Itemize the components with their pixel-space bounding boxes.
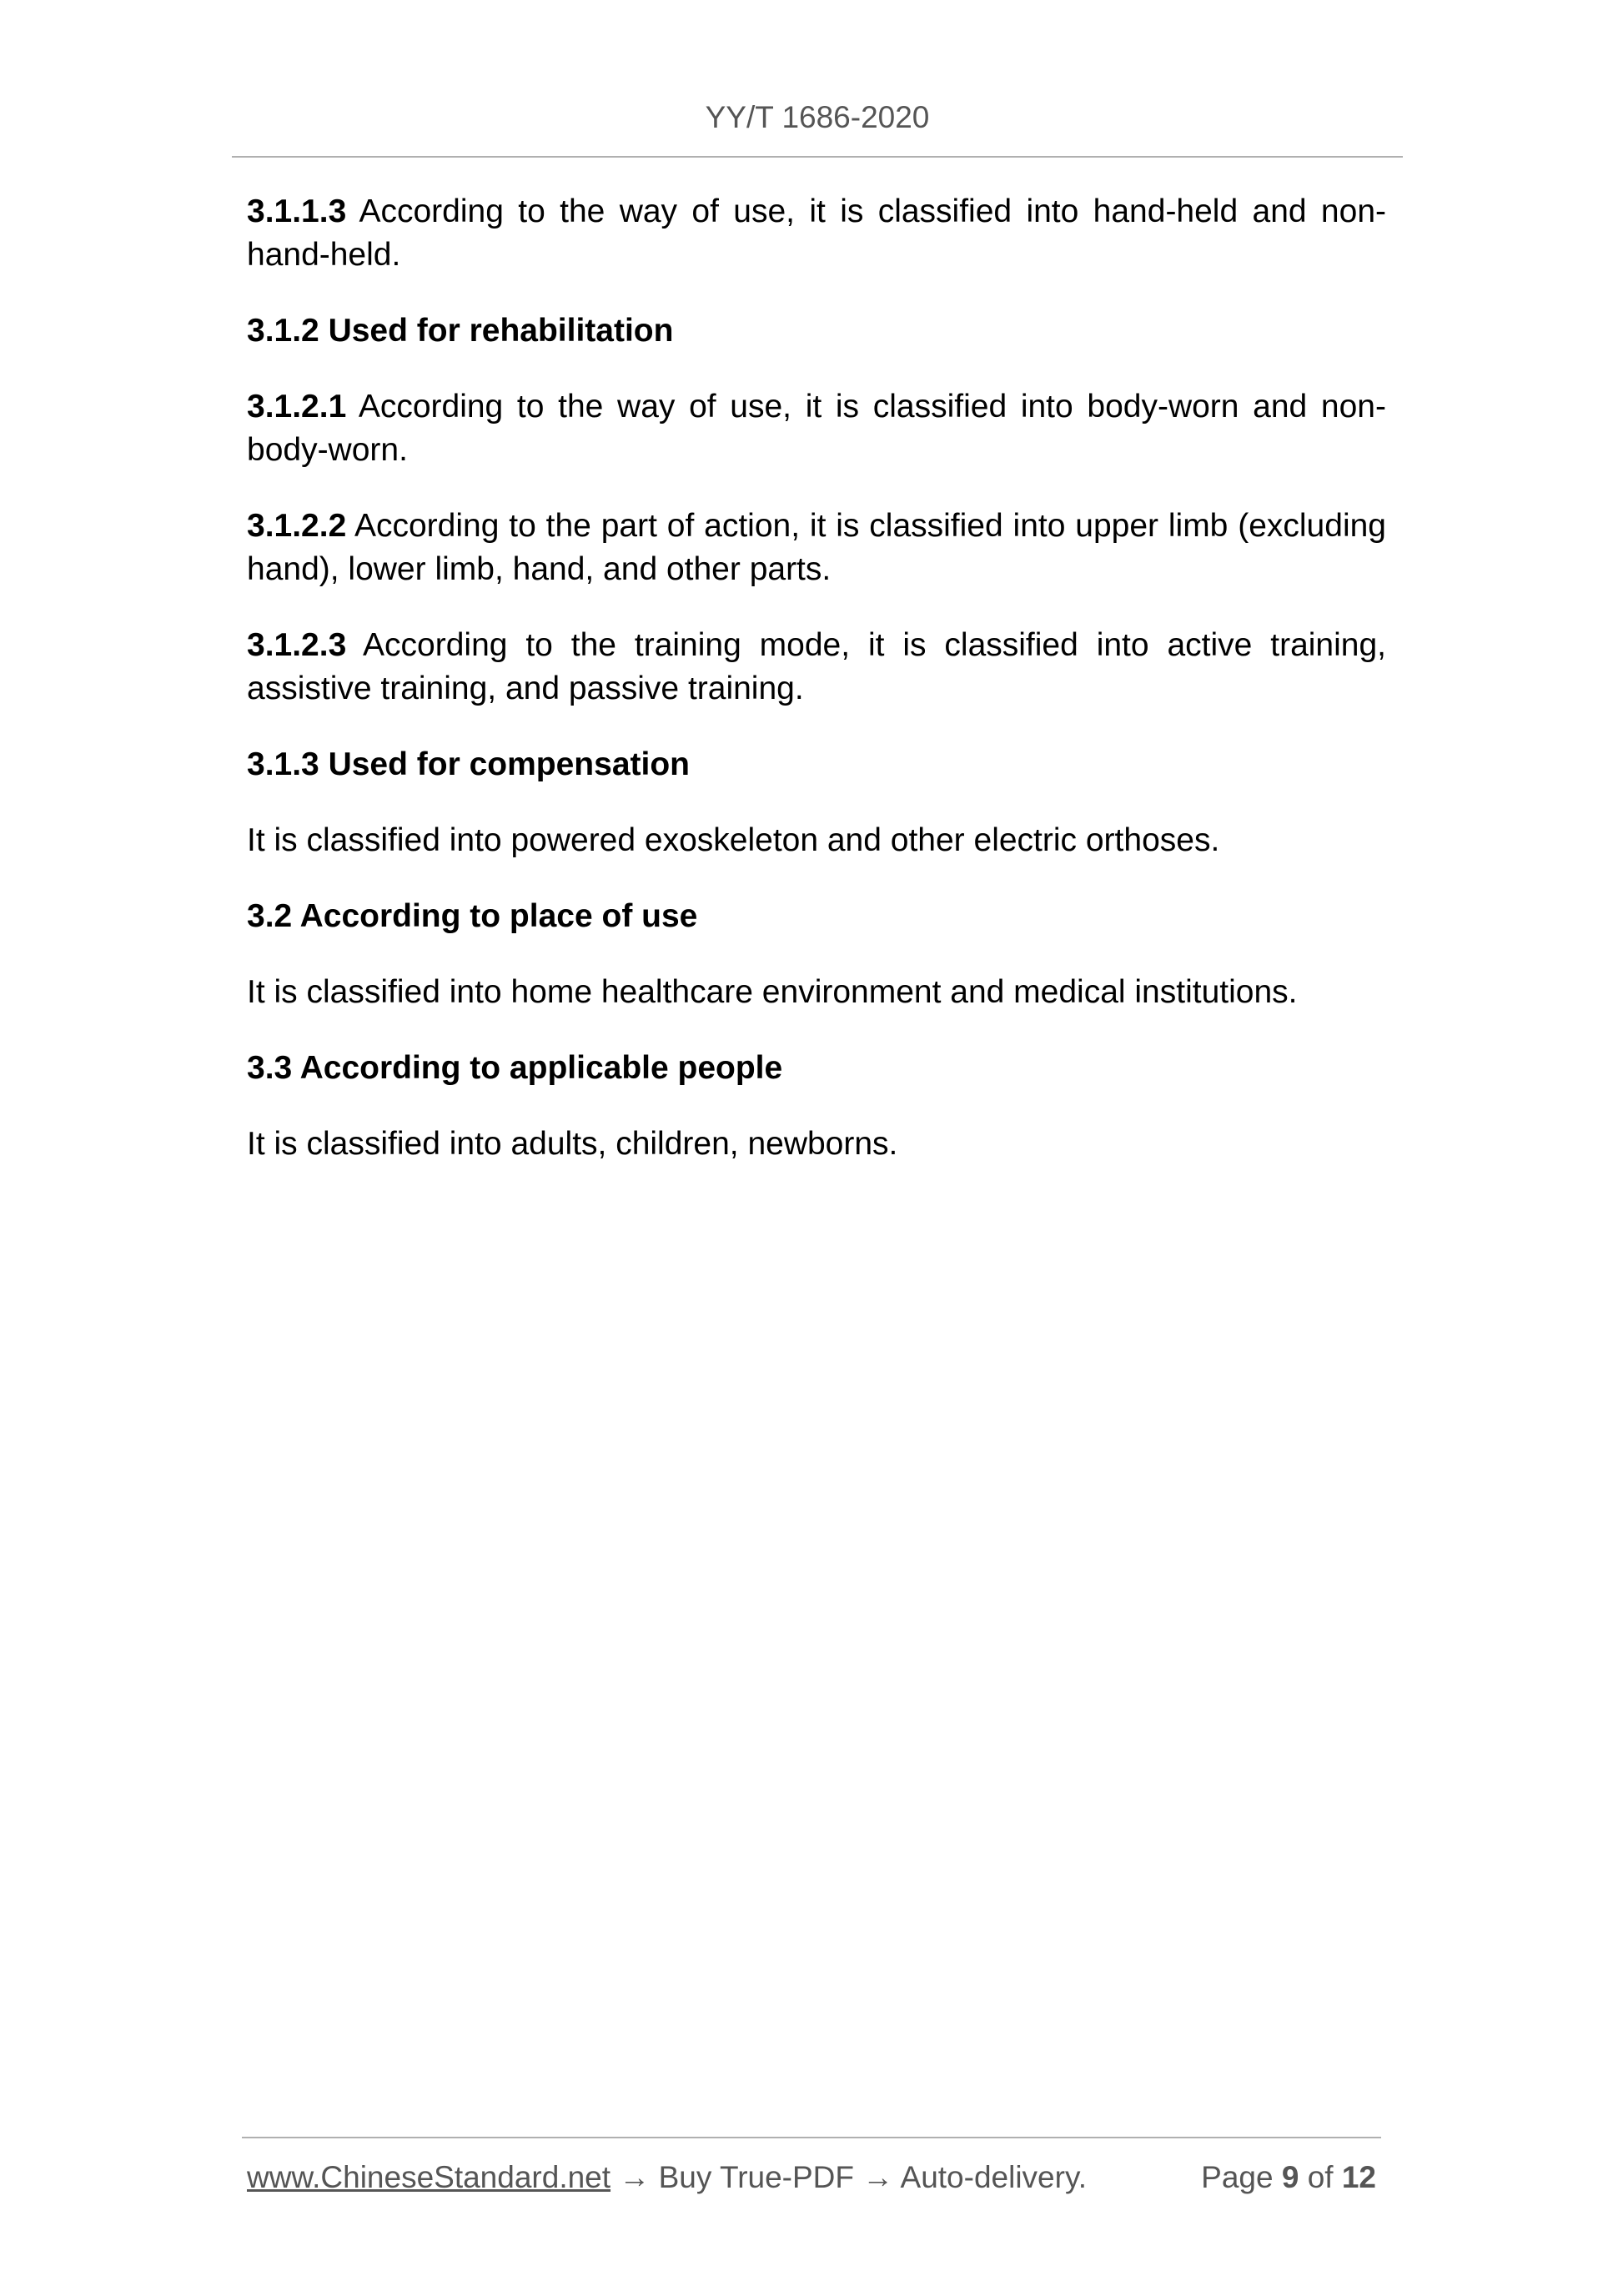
clause-3-1-2-1: [247, 385, 1386, 472]
clause-3-1-2-2: [247, 505, 1386, 591]
document-header: YY/T 1686-2020: [705, 100, 930, 134]
clause-number: 3.1.2.3: [247, 627, 347, 663]
heading-3-1-3: 3.1.3 Used for compensation: [247, 746, 690, 782]
paragraph-compensation: It is classified into powered exoskeleton and other electric orthoses.: [247, 822, 1220, 858]
clause-3-1-1-3: [247, 190, 1386, 277]
heading-3-2: 3.2 According to place of use: [247, 898, 698, 934]
website-link[interactable]: www.ChineseStandard.net: [247, 2160, 611, 2194]
clause-3-1-2-3: [247, 624, 1386, 711]
page-indicator: [1201, 2157, 1376, 2198]
page-total: 12: [1341, 2160, 1376, 2194]
heading-3-3: 3.3 According to applicable people: [247, 1050, 783, 1086]
document-footer: [247, 2157, 1381, 2198]
heading-3-1-2: 3.1.2 Used for rehabilitation: [247, 313, 674, 349]
clause-number: 3.1.1.3: [247, 193, 347, 229]
footer-tagline: → Buy True-PDF → Auto-delivery.: [611, 2160, 1087, 2194]
clause-number: 3.1.2.2: [247, 508, 347, 544]
document-body: [247, 190, 1386, 1198]
paragraph-place-of-use: It is classified into home healthcare environment and medical institutions.: [247, 974, 1298, 1010]
page-of-label: of: [1299, 2160, 1342, 2194]
footer-promo: [247, 2157, 1087, 2198]
clause-text: According to the way of use, it is classified into hand-held and non-hand-held.: [247, 193, 1386, 273]
clause-text: According to the way of use, it is classified into body-worn and non-body-worn.: [247, 389, 1386, 468]
page-label: Page: [1201, 2160, 1282, 2194]
clause-text: According to the part of action, it is classified into upper limb (excluding hand), lower limb, hand, and other parts.: [247, 508, 1386, 587]
clause-text: According to the training mode, it is classified into active training, assistive training, and passive training.: [247, 627, 1386, 706]
clause-number: 3.1.2.1: [247, 389, 347, 425]
page-current: 9: [1281, 2160, 1299, 2194]
paragraph-applicable-people: It is classified into adults, children, newborns.: [247, 1126, 898, 1162]
footer-divider: [242, 2137, 1381, 2138]
header-divider: [232, 156, 1403, 158]
